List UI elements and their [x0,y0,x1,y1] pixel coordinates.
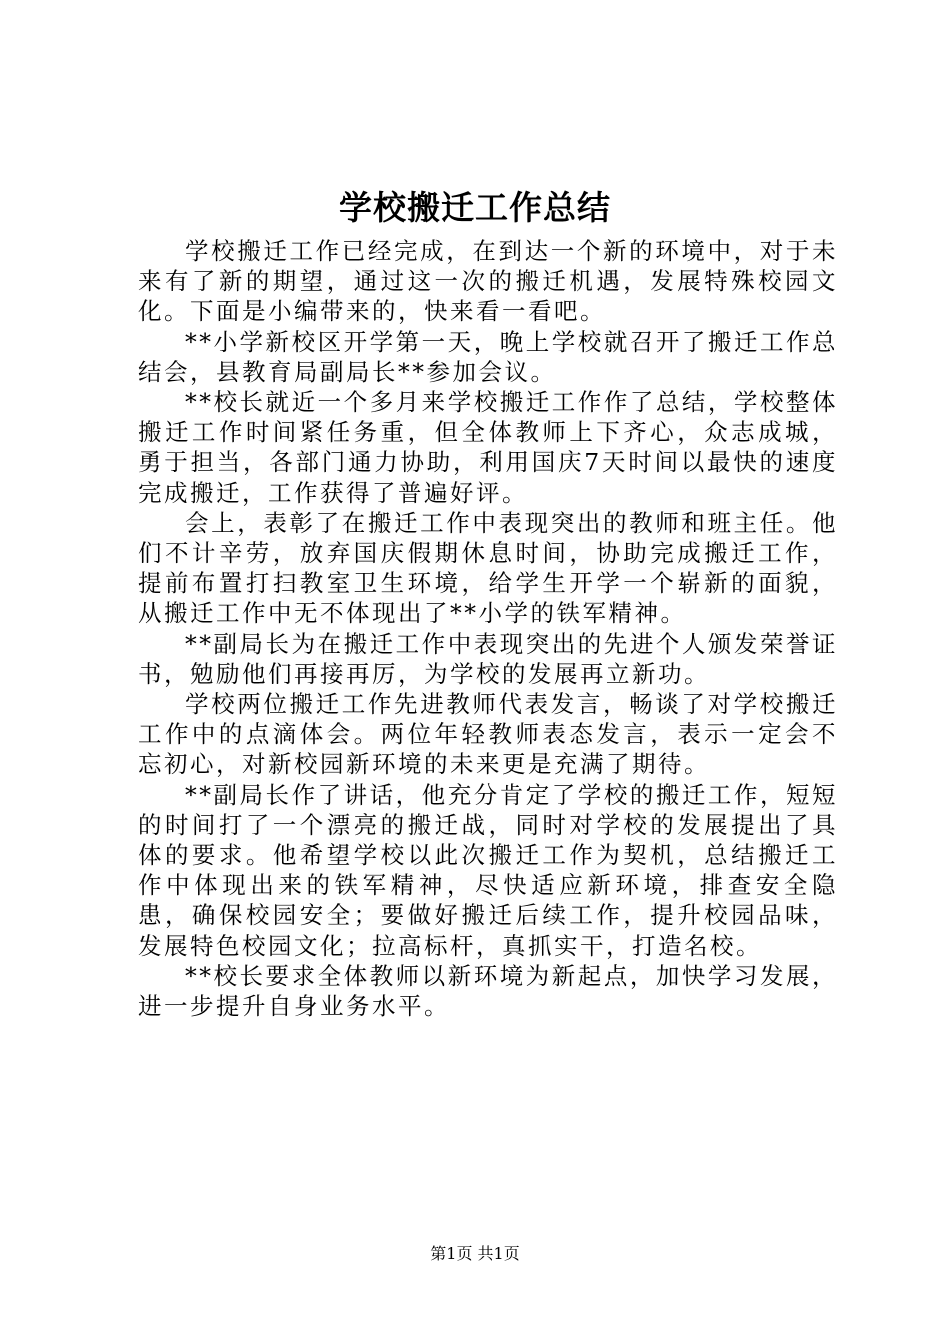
paragraph-1: 学校搬迁工作已经完成，在到达一个新的环境中，对于未来有了新的期望，通过这一次的搬迁机遇，发展特殊校园文化。下面是小编带来的，快来看一看吧。 [138,237,838,326]
page-footer: 第1页 共1页 [430,1244,520,1263]
paragraph-2: **小学新校区开学第一天，晚上学校就召开了搬迁工作总结会，县教育局副局长**参加会议。 [138,327,838,386]
paragraph-5: **副局长为在搬迁工作中表现突出的先进个人颁发荣誉证书，勉励他们再接再厉，为学校的发展再立新功。 [138,629,838,688]
paragraph-7: **副局长作了讲话，他充分肯定了学校的搬迁工作，短短的时间打了一个漂亮的搬迁战，同时对学校的发展提出了具体的要求。他希望学校以此次搬迁工作为契机，总结搬迁工作中体现出来的铁军精神，尽快适应新环境，排查安全隐患，确保校园安全；要做好搬迁后续工作，提升校园品味，发展特色校园文化；拉高标杆，真抓实干，打造名校。 [138,780,838,960]
paragraph-4: 会上，表彰了在搬迁工作中表现突出的教师和班主任。他们不计辛劳，放弃国庆假期休息时间，协助完成搬迁工作，提前布置打扫教室卫生环境，给学生开学一个崭新的面貌，从搬迁工作中无不体现出了**小学的铁军精神。 [138,508,838,628]
paragraph-6: 学校两位搬迁工作先进教师代表发言，畅谈了对学校搬迁工作中的点滴体会。两位年轻教师表态发言，表示一定会不忘初心，对新校园新环境的未来更是充满了期待。 [138,690,838,779]
paragraph-8: **校长要求全体教师以新环境为新起点，加快学习发展，进一步提升自身业务水平。 [138,961,838,1021]
document-body [138,236,838,1021]
document-title: 学校搬迁工作总结 [339,188,611,227]
paragraph-3: **校长就近一个多月来学校搬迁工作作了总结，学校整体搬迁工作时间紧任务重，但全体教师上下齐心，众志成城，勇于担当，各部门通力协助，利用国庆7天时间以最快的速度完成搬迁，工作获得了普遍好评。 [138,388,838,507]
